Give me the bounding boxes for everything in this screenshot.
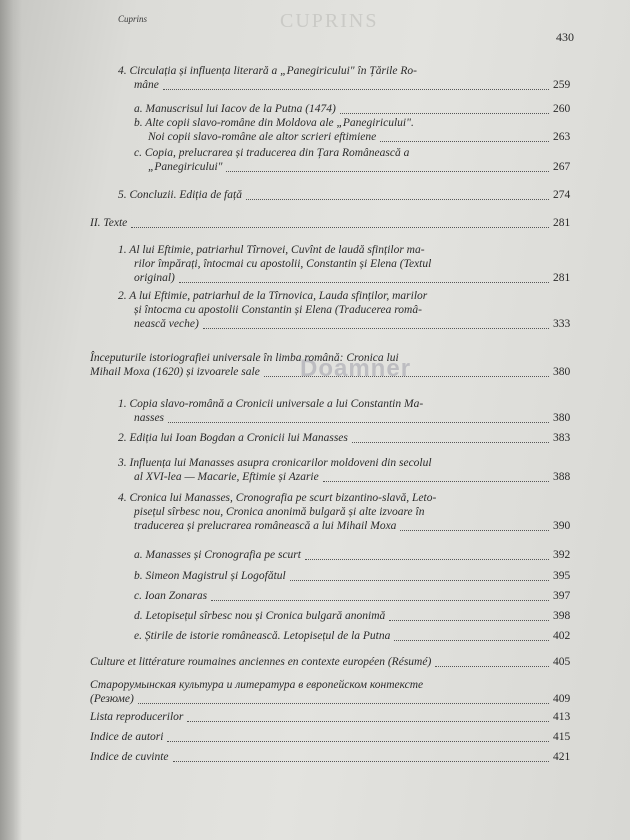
- toc-page-number: 263: [553, 131, 571, 143]
- dotted-leader: [168, 422, 549, 423]
- dotted-leader: [340, 113, 549, 114]
- toc-entry-line: Începuturile istoriografiei universale în limba română: Cronica lui: [90, 352, 399, 364]
- dotted-leader: [290, 580, 549, 581]
- dotted-leader: [394, 640, 549, 641]
- watermark-logo: Doamner: [300, 355, 412, 382]
- toc-page-number: 380: [553, 412, 571, 424]
- dotted-leader: [246, 199, 549, 200]
- toc-page-number: 383: [553, 432, 571, 444]
- toc-page-number: 413: [553, 711, 571, 723]
- toc-entry-line: pisețul sîrbesc nou, Cronica anonimă bulgară și alte izvoare în: [134, 506, 425, 518]
- page-number: 430: [556, 30, 574, 44]
- dotted-leader: [167, 741, 549, 742]
- toc-page-number: 260: [553, 103, 571, 115]
- toc-entry-line: 5. Concluzii. Ediția de față: [118, 189, 242, 201]
- dotted-leader: [389, 620, 549, 621]
- dotted-leader: [187, 721, 549, 722]
- toc-entry-line: mâne: [134, 79, 159, 91]
- toc-entry-line: 4. Cronica lui Manasses, Cronografia pe scurt bizantino-slavă, Leto-: [118, 492, 437, 504]
- dotted-leader: [380, 141, 549, 142]
- show-through-heading: CUPRINS: [280, 10, 379, 32]
- dotted-leader: [179, 282, 549, 283]
- toc-entry-line: Mihail Moxa (1620) și izvoarele sale: [90, 366, 260, 378]
- toc-entry-line: și întocma cu apostolii Constantin și Elena (Traducerea româ-: [134, 304, 422, 316]
- toc-page-number: 415: [553, 731, 571, 743]
- toc-entry-line: 3. Influența lui Manasses asupra cronicarilor moldoveni din secolul: [118, 457, 432, 469]
- toc-entry-line: 2. A lui Eftimie, patriarhul de la Tîrnovica, Lauda sfinților, marilor: [118, 290, 428, 302]
- page-spine-shadow: [0, 0, 22, 840]
- toc-entry-line: rilor împărați, întocmai cu apostolii, Constantin și Elena (Textul: [134, 258, 432, 270]
- toc-page-number: 392: [553, 549, 571, 561]
- toc-entry-line: a. Manasses și Cronografia pe scurt: [134, 549, 301, 561]
- toc-entry-line: a. Manuscrisul lui Iacov de la Putna (1474): [134, 103, 336, 115]
- toc-page-number: 274: [553, 189, 571, 201]
- toc-entry-line: 2. Ediția lui Ioan Bogdan a Cronicii lui Manasses: [118, 432, 348, 444]
- toc-page-number: 388: [553, 471, 571, 483]
- dotted-leader: [323, 481, 549, 482]
- toc-page-number: 380: [553, 366, 571, 378]
- toc-entry-line: al XVI-lea — Macarie, Eftimie și Azarie: [134, 471, 319, 483]
- toc-entry-line: d. Letopisețul sîrbesc nou și Cronica bulgară anonimă: [134, 610, 386, 622]
- toc-entry-line: „Panegiricului": [148, 161, 223, 173]
- toc-page-number: 409: [553, 693, 571, 705]
- toc-page-number: 259: [553, 79, 571, 91]
- toc-page-number: 402: [553, 630, 571, 642]
- toc-page-number: 398: [553, 610, 571, 622]
- toc-page-number: 281: [553, 217, 571, 229]
- dotted-leader: [211, 600, 549, 601]
- toc-page-number: 421: [553, 751, 571, 763]
- dotted-leader: [352, 442, 549, 443]
- dotted-leader: [226, 171, 549, 172]
- toc-entry-line: b. Alte copii slavo-române din Moldova ale „Panegiricului".: [134, 117, 414, 129]
- toc-page-number: 267: [553, 161, 571, 173]
- toc-entry-line: Старорумынская культура и литература в европейском контексте: [90, 679, 424, 691]
- toc-entry-line: Indice de autori: [90, 731, 164, 743]
- toc-page-number: 395: [553, 570, 571, 582]
- dotted-leader: [173, 761, 549, 762]
- dotted-leader: [138, 703, 549, 704]
- toc-page-number: 333: [553, 318, 571, 330]
- toc-entry-line: Culture et littérature roumaines anciennes en contexte européen (Résumé): [90, 656, 432, 668]
- toc-entry-line: c. Ioan Zonaras: [134, 590, 208, 602]
- toc-entry-line: Lista reproducerilor: [90, 711, 184, 723]
- toc-entry-line: Indice de cuvinte: [90, 751, 169, 763]
- toc-entry-line: Noi copii slavo-române ale altor scrieri eftimiene: [148, 131, 377, 143]
- dotted-leader: [435, 666, 549, 667]
- toc-page-number: 390: [553, 520, 571, 532]
- dotted-leader: [400, 530, 549, 531]
- toc-page-number: 397: [553, 590, 571, 602]
- dotted-leader: [203, 328, 549, 329]
- toc-entry-line: c. Copia, prelucrarea și traducerea din Țara Românească a: [134, 147, 410, 159]
- toc-entry-line: original): [134, 272, 175, 284]
- toc-entry-line: traducerea și prelucrarea românească a lui Mihail Moxa: [134, 520, 397, 532]
- toc-entry-line: 1. Copia slavo-română a Cronicii universale a lui Constantin Ma-: [118, 398, 424, 410]
- toc-entry-line: nasses: [134, 412, 165, 424]
- toc-entry-line: 4. Circulația și influența literară a „Panegiricului" în Țările Ro-: [118, 65, 417, 77]
- toc-entry-line: II. Texte: [90, 217, 128, 229]
- dotted-leader: [131, 227, 549, 228]
- dotted-leader: [305, 559, 549, 560]
- toc-entry-line: e. Știrile de istorie românească. Letopisețul de la Putna: [134, 630, 391, 642]
- toc-entry-line: 1. Al lui Eftimie, patriarhul Tîrnovei, Cuvînt de laudă sfinților ma-: [118, 244, 425, 256]
- running-header: Cuprins: [118, 14, 148, 24]
- toc-entry-line: (Резюме): [90, 693, 134, 705]
- dotted-leader: [163, 89, 549, 90]
- toc-page-number: 405: [553, 656, 571, 668]
- toc-entry-line: nească veche): [134, 318, 199, 330]
- dotted-leader: [264, 376, 549, 377]
- toc-entry-line: b. Simeon Magistrul și Logofătul: [134, 570, 286, 582]
- toc-page-number: 281: [553, 272, 571, 284]
